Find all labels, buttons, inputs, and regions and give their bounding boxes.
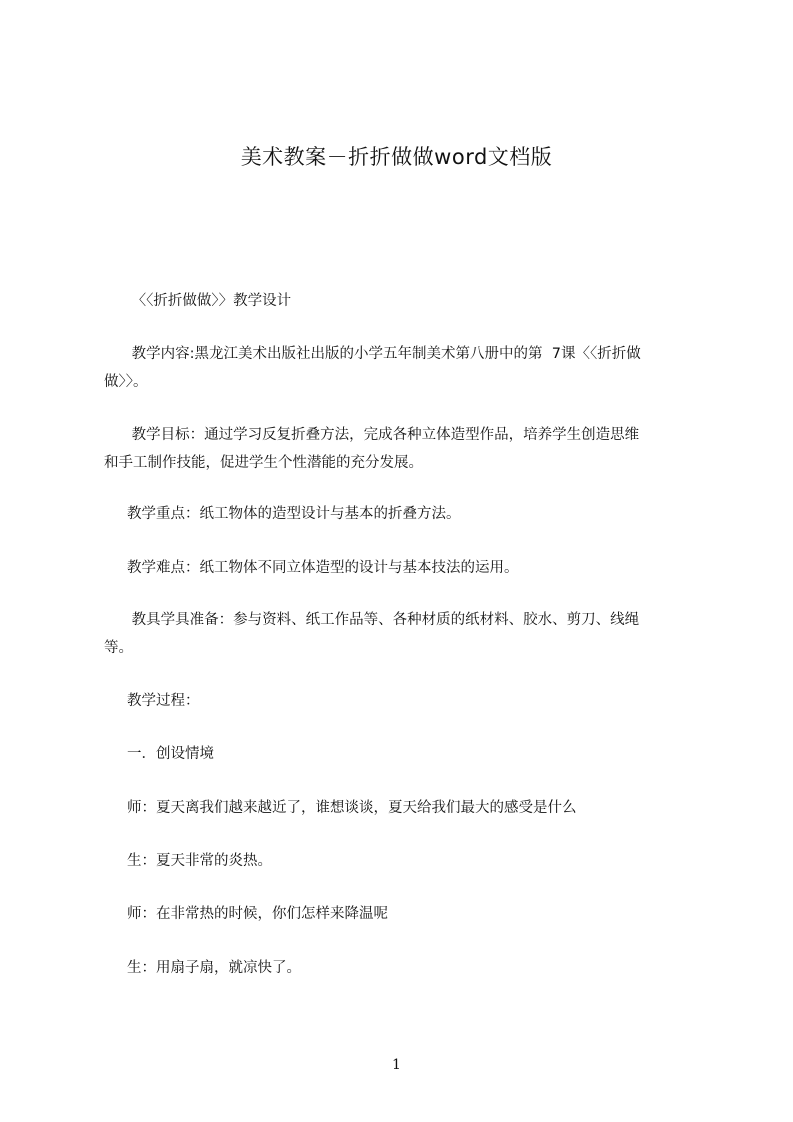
- paragraph-line: 教学难点：纸工物体不同立体造型的设计与基本技法的运用。: [104, 560, 519, 576]
- paragraph-line: 师：夏天离我们越来越近了，谁想谈谈，夏天给我们最大的感受是什么: [104, 800, 577, 816]
- paragraph-section-one: [104, 740, 704, 768]
- paragraph-process-heading: [104, 687, 704, 715]
- paragraph-teaching-goals: [104, 421, 704, 477]
- paragraph-line: 一．创设情境: [104, 746, 215, 762]
- paragraph-line: 教学目标：通过学习反复折叠方法，完成各种立体造型作品，培养学生创造思维: [104, 427, 640, 443]
- paragraph-line: 教学重点：纸工物体的造型设计与基本的折叠方法。: [104, 506, 461, 522]
- paragraph-difficult-points: [104, 554, 704, 582]
- paragraph-key-points: [104, 500, 704, 528]
- paragraph-dialogue: [104, 794, 704, 822]
- paragraph-line: 教学内容:黑龙江美术出版社出版的小学五年制美术第八册中的第 7课〈〈折折做: [104, 346, 641, 362]
- document-title: 美术教案－折折做做word文档版: [240, 145, 553, 169]
- paragraph-line: 生：夏天非常的炎热。: [104, 853, 273, 869]
- page-number: 1: [392, 1057, 401, 1073]
- paragraph-dialogue: [104, 900, 704, 928]
- paragraph-line: 做〉〉。: [104, 374, 148, 390]
- paragraph-line: 教学过程：: [104, 693, 200, 709]
- paragraph-dialogue: [104, 954, 704, 982]
- paragraph-materials: [104, 606, 704, 662]
- paragraph-dialogue: [104, 847, 704, 875]
- paragraph-line: 教具学具准备：参与资料、纸工作品等、各种材质的纸材料、胶水、剪刀、线绳: [104, 612, 640, 628]
- paragraph-teaching-content: [104, 340, 704, 396]
- paragraph-line: 等。: [104, 640, 133, 656]
- paragraph-line: 和手工制作技能，促进学生个性潜能的充分发展。: [104, 455, 423, 471]
- paragraph-line: 〈〈折折做做〉〉教学设计: [104, 293, 292, 309]
- paragraph-line: 师：在非常热的时候，你们怎样来降温呢: [104, 906, 389, 922]
- paragraph-line: 生：用扇子扇，就凉快了。: [104, 960, 302, 976]
- paragraph-design-heading: [104, 287, 704, 315]
